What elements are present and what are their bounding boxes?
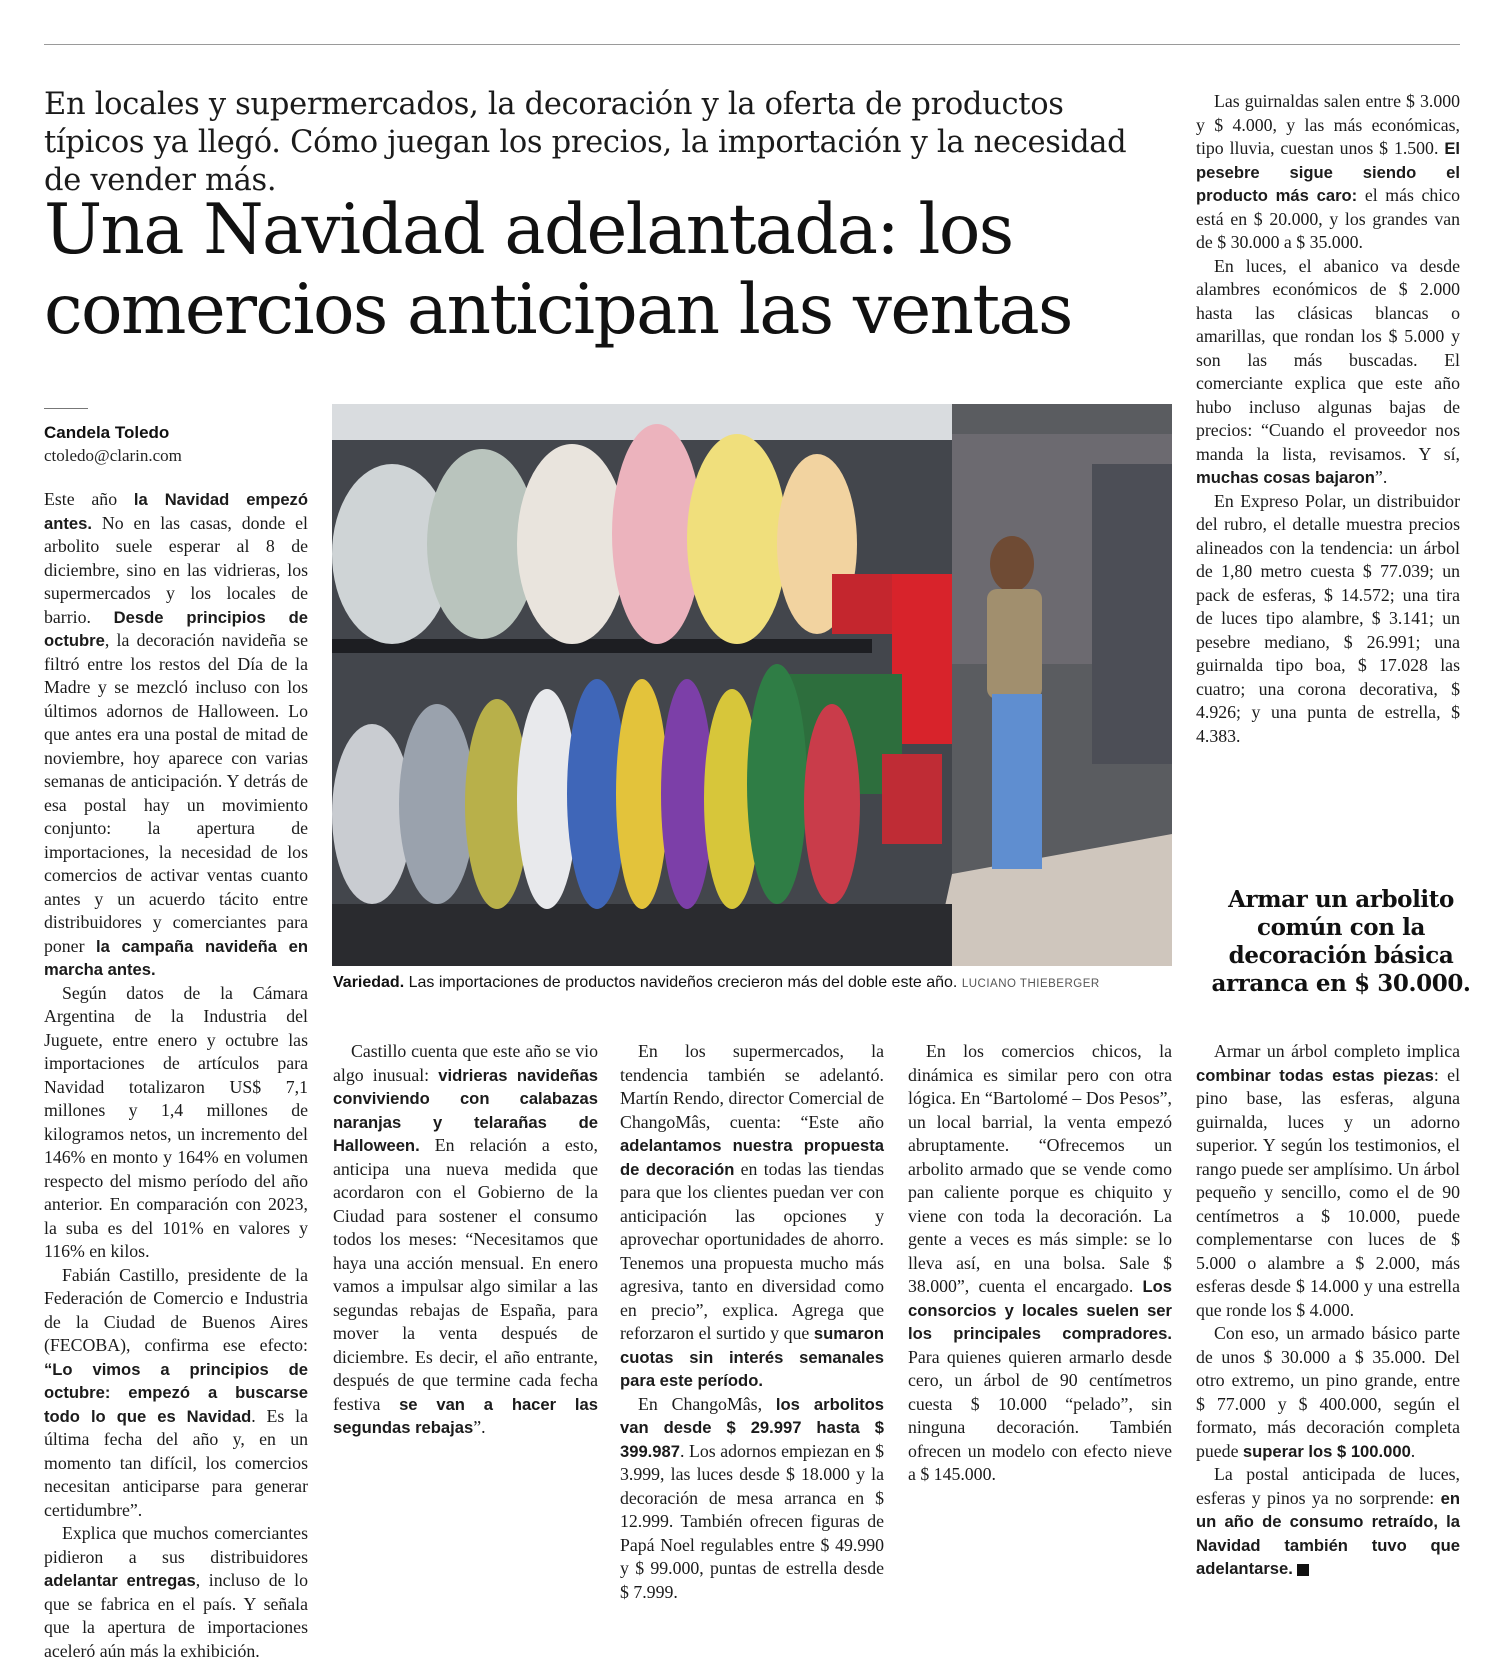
paragraph-14: La postal anticipada de luces, esferas y pinos ya no sorprende: en un año de consumo retraído, la Navidad también tuvo que adelantarse.	[1196, 1464, 1460, 1578]
pull-quote: Armar un arbolito común con la decoración básica arranca en $ 30.000.	[1211, 886, 1471, 997]
paragraph-10: En luces, el abanico va desde alambres económicos de $ 2.000 hasta las clásicas blancas o amarillas, que rondan los $ 5.000 y son las más buscadas. El comerciante explica que este año hubo incluso algunas bajas de precios: “Cuando el proveedor nos manda la lista, revisamos. Y sí, muchas cosas bajaron”.	[1196, 255, 1460, 487]
body-column-2	[333, 1040, 598, 1440]
paragraph-1: Este año la Navidad empezó antes. No en las casas, donde el arbolito suele esperar al 8 de diciembre, sino en las vidrieras, los supermercados y los locales de barrio. Desde principios de octubre, la decoración navideña se filtró entre los restos del Día de la Madre y se mezcló incluso con los últimos adornos de Halloween. Lo que antes era una postal de mitad de noviembre, hoy aparece con varias semanas de anticipación. Y detrás de esa postal hay un movimiento conjunto: la apertura de importaciones, la necesidad de los comercios de activar ventas cuanto antes y un acuerdo tácito entre distribuidores y comerciantes para poner la campaña navideña en marcha antes.	[44, 489, 308, 979]
article-photo	[332, 404, 1172, 966]
body-column-6	[1196, 1040, 1460, 1581]
paragraph-6: En los supermercados, la tendencia también se adelantó. Martín Rendo, director Comercial de ChangoMâs, cuenta: “Este año adelantamos nuestra propuesta de decoración en todas las tiendas para que los clientes puedan ver con anticipación las opciones y aprovechar oportunidades de ahorro. Tenemos una propuesta mucho más agresiva, tanto en diversidad como en precio”, explica. Agrega que reforzaron el surtido y que sumaron cuotas sin interés semanales para este período.	[620, 1041, 884, 1390]
byline-rule	[44, 408, 88, 409]
paragraph-11: En Expreso Polar, un distribuidor del rubro, el detalle muestra precios alineados con la tendencia: un árbol de 1,80 metro cuesta $ 77.039; un pack de esferas, $ 14.572; una tira de luces tipo alambre, $ 3.141; un pesebre mediano, $ 26.991; una guirnalda tipo boa, $ 17.028 las cuatro; una corona decorativa, $ 4.926; y una punta de estrella, $ 4.383.	[1196, 490, 1460, 746]
article-headline: Una Navidad adelantada: los comercios anticipan las ventas	[44, 190, 1072, 350]
paragraph-12: Armar un árbol completo implica combinar todas estas piezas: el pino base, las esferas, alguna guirnalda, luces y un adorno superior. Y según los testimonios, el rango puede ser amplísimo. Un árbol pequeño y sencillo, como el de 90 centímetros a $ 10.000, puede complementarse con luces de $ 5.000 o alambre a $ 2.000, más esferas desde $ 14.000 y una estrella que ronde los $ 4.000.	[1196, 1041, 1461, 1320]
caption-text: Las importaciones de productos navideños crecieron más del doble este año.	[404, 974, 958, 991]
paragraph-5: Castillo cuenta que este año se vio algo inusual: vidrieras navideñas conviviendo con calabazas naranjas y telarañas de Halloween. En relación a esto, anticipa una nueva medida que acordaron con el Gobierno de la Ciudad para sostener el consumo todos los meses: “Necesitamos que haya una acción mensual. En enero vamos a impulsar algo similar a las segundas rebajas de España, para mover la venta después de diciembre. Es decir, el año entrante, después de que termine cada fecha festiva se van a hacer las segundas rebajas”.	[333, 1041, 598, 1437]
body-column-3	[620, 1040, 884, 1604]
caption-label: Variedad.	[333, 974, 405, 991]
paragraph-8: En los comercios chicos, la dinámica es similar pero con otra lógica. En “Bartolomé – Dos Pesos”, un local barrial, la venta empezó abruptamente. “Ofrecemos un arbolito armado que se vende como pan caliente porque es chiquito y viene con toda la decoración. La gente a veces es más simple: se lo lleva así, en una bolsa. Sale $ 38.000”, cuenta el encargado. Los consorcios y locales suelen ser los principales compradores. Para quienes quieren armarlo desde cero, un árbol de 90 centímetros cuesta $ 10.000 “pelado”, sin ninguna decoración. También ofrecen un modelo con efecto nieve a $ 145.000.	[908, 1041, 1172, 1484]
paragraph-7: En ChangoMâs, los arbolitos van desde $ 29.997 hasta $ 399.987. Los adornos empiezan en $ 3.999, las luces desde $ 18.000 y la decoración de mesa arranca en $ 12.999. También ofrecen figuras de Papá Noel regulables entre $ 49.990 y $ 99.000, puntas de estrella desde $ 7.999.	[620, 1393, 884, 1602]
end-of-article-mark	[1297, 1564, 1309, 1576]
body-column-4	[908, 1040, 1172, 1487]
paragraph-2: Según datos de la Cámara Argentina de la Industria del Juguete, entre enero y octubre las importaciones de artículos para Navidad totalizaron US$ 7,1 millones y 1,4 millones de kilogramos netos, un incremento del 146% en monto y 164% en volumen respecto del mismo período del año anterior. En comparación con 2023, la suba es del 101% en valores y 116% en kilos.	[44, 982, 308, 1261]
paragraph-9: Las guirnaldas salen entre $ 3.000 y $ 4.000, y las más económicas, tipo lluvia, cuestan unos $ 1.500. El pesebre sigue siendo el producto más caro: el más chico está en $ 20.000, y los grandes van de $ 30.000 a $ 35.000.	[1196, 91, 1460, 252]
body-column-1	[44, 488, 308, 1663]
top-rule	[44, 44, 1460, 45]
article-dek: En locales y supermercados, la decoración y la oferta de productos típicos ya llegó. Cómo juegan los precios, la importación y la necesidad de vender más.	[44, 87, 1127, 198]
author-email[interactable]: ctoledo@clarin.com	[44, 446, 182, 465]
paragraph-3: Fabián Castillo, presidente de la Federación de Comercio e Industria de la Ciudad de Buenos Aires (FECOBA), confirma ese efecto: “Lo vimos a principios de octubre: empezó a buscarse todo lo que es Navidad. Es la última fecha del año y, en un momento tan difícil, los comercios necesitan anticiparse para generar certidumbre”.	[44, 1264, 309, 1520]
author-name: Candela Toledo	[44, 423, 170, 442]
photo-caption	[333, 974, 1173, 992]
paragraph-13: Con eso, un armado básico parte de unos $ 30.000 a $ 35.000. Del otro extremo, un pino grande, entre $ 77.000 y $ 400.000, según el formato, más decoración completa puede superar los $ 100.000.	[1196, 1323, 1460, 1461]
christmas-store-photo	[332, 404, 1172, 966]
body-column-5	[1196, 90, 1460, 748]
paragraph-4: Explica que muchos comerciantes pidieron a sus distribuidores adelantar entregas, incluso de lo que se fabrica en el país. Y señala que la apertura de importaciones aceleró aún más la exhibición.	[44, 1523, 308, 1661]
photo-credit: LUCIANO THIEBERGER	[961, 978, 1100, 990]
